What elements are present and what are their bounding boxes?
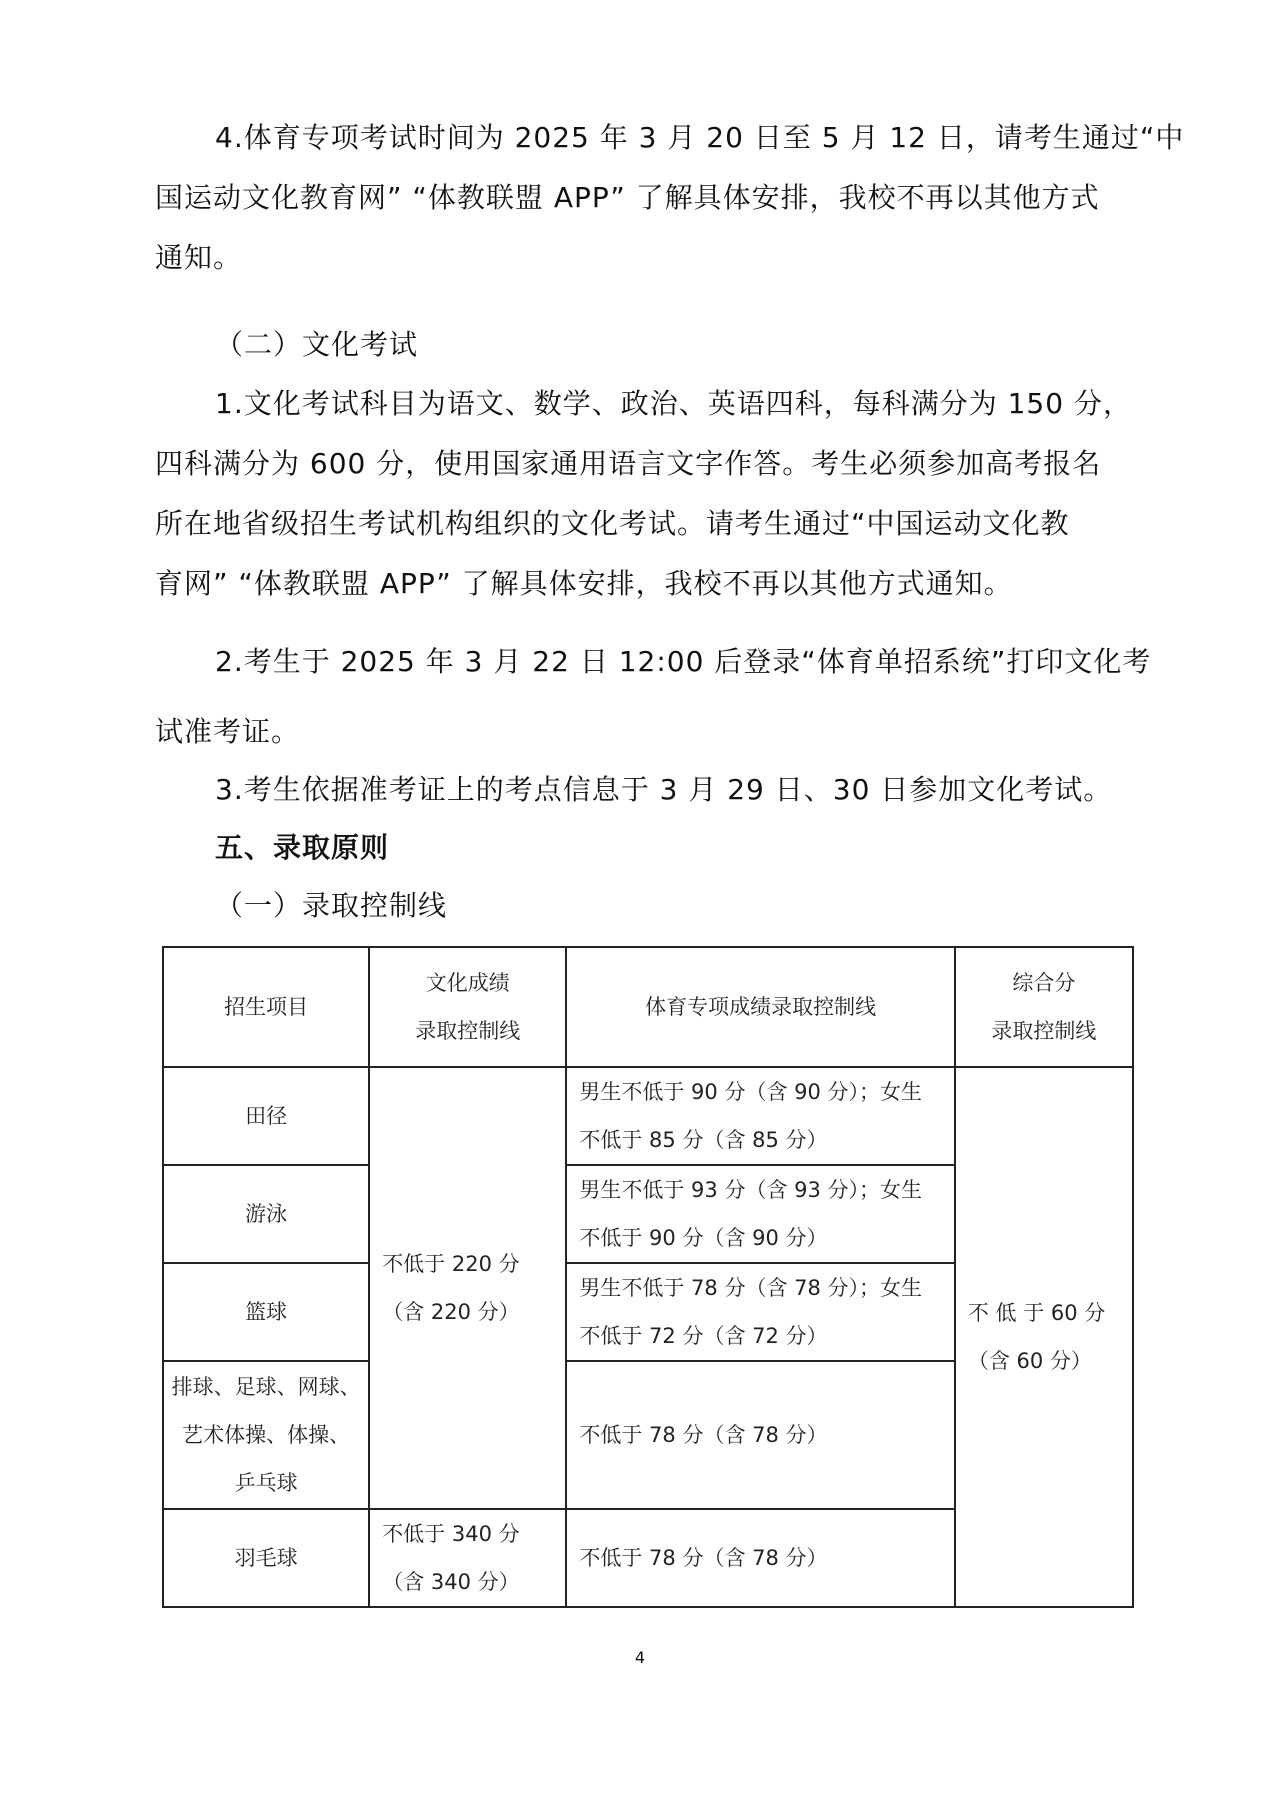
culture-exam-item-1	[215, 374, 1195, 434]
culture-exam-item-3: 3.考生依据准考证上的考点信息于 3 月 29 日、30 日参加文化考试。	[215, 773, 1113, 806]
cell-text: （含 60 分）	[967, 1349, 1092, 1373]
culture-exam-item-2-cont	[155, 702, 1135, 762]
cell-project	[163, 1067, 369, 1165]
cell-text: 男生不低于 93 分（含 93 分）；女生	[579, 1178, 923, 1202]
cell-text: 艺术体操、体操、	[182, 1423, 351, 1447]
text-line: 1.文化考试科目为语文、数学、政治、英语四科，每科满分为 150 分，	[215, 387, 1132, 420]
cell-text: 不低于 340 分	[382, 1522, 520, 1546]
cell-text: 男生不低于 90 分（含 90 分）；女生	[579, 1080, 923, 1104]
text-line: 国运动文化教育网” “体教联盟 APP” 了解具体安排，我校不再以其他方式	[155, 181, 1100, 214]
cell-text: 游泳	[245, 1202, 288, 1226]
cell-text: 不低于 78 分（含 78 分）	[579, 1423, 828, 1447]
cell-text: 不低于 85 分（含 85 分）	[579, 1128, 828, 1152]
header-overall-line1: 综合分	[1012, 971, 1076, 995]
admission-control-line-subtitle: （一）录取控制线	[215, 889, 448, 922]
cell-sports	[566, 1361, 954, 1509]
header-sports-text: 体育专项成绩录取控制线	[645, 995, 877, 1019]
text-line: 2.考生于 2025 年 3 月 22 日 12:00 后登录“体育单招系统”打印文化考	[215, 645, 1152, 678]
sports-exam-item-4	[155, 108, 1185, 168]
cell-sports	[566, 1509, 954, 1607]
cell-project	[163, 1165, 369, 1263]
text-line: 4.体育专项考试时间为 2025 年 3 月 20 日至 5 月 12 日，请考生通过“中	[215, 121, 1185, 154]
cell-sports	[566, 1263, 954, 1361]
cell-overall-shared	[955, 1067, 1133, 1607]
cell-culture	[369, 1509, 566, 1607]
cell-text: 篮球	[245, 1300, 288, 1324]
table-row	[163, 1067, 1133, 1165]
cell-text: 不低于 90 分（含 90 分）	[579, 1226, 828, 1250]
cell-text: 排球、足球、网球、	[171, 1375, 361, 1399]
culture-exam-title: （二）文化考试	[215, 328, 419, 361]
cell-culture-shared	[369, 1067, 566, 1509]
cell-text: 不低于 220 分	[382, 1252, 520, 1276]
sports-exam-item-4-cont	[155, 168, 1135, 288]
cell-text: 不低于 72 分（含 72 分）	[579, 1324, 828, 1348]
admission-control-table	[162, 946, 1134, 1608]
header-overall-line2: 录取控制线	[991, 1019, 1097, 1043]
text-line: 通知。	[155, 241, 243, 274]
text-line: 四科满分为 600 分，使用国家通用语言文字作答。考生必须参加高考报名	[155, 447, 1102, 480]
cell-text: 男生不低于 78 分（含 78 分）；女生	[579, 1276, 923, 1300]
header-culture	[369, 947, 566, 1067]
cell-project	[163, 1509, 369, 1607]
culture-exam-item-1-cont	[155, 434, 1135, 614]
cell-sports	[566, 1067, 954, 1165]
cell-text: 不 低 于 60 分	[967, 1301, 1106, 1325]
cell-text: 不低于 78 分（含 78 分）	[579, 1546, 828, 1570]
cell-project	[163, 1361, 369, 1509]
cell-text: 羽毛球	[234, 1546, 298, 1570]
text-line: 所在地省级招生考试机构组织的文化考试。请考生通过“中国运动文化教	[155, 507, 1070, 540]
header-project	[163, 947, 369, 1067]
text-line: 试准考证。	[155, 715, 301, 748]
header-overall	[955, 947, 1133, 1067]
culture-exam-item-2	[215, 632, 1195, 692]
page-number: 4	[634, 1648, 646, 1667]
cell-text: 乒乓球	[234, 1471, 298, 1495]
header-sports	[566, 947, 954, 1067]
table-header-row	[163, 947, 1133, 1067]
cell-text: （含 220 分）	[382, 1300, 520, 1324]
text-line: 育网” “体教联盟 APP” 了解具体安排，我校不再以其他方式通知。	[155, 567, 1013, 600]
cell-sports	[566, 1165, 954, 1263]
cell-text: 田径	[245, 1104, 288, 1128]
cell-project	[163, 1263, 369, 1361]
header-culture-line1: 文化成绩	[425, 971, 510, 995]
header-project-text: 招生项目	[224, 995, 309, 1019]
header-culture-line2: 录取控制线	[415, 1019, 521, 1043]
cell-text: （含 340 分）	[382, 1570, 520, 1594]
admission-principles-heading: 五、录取原则	[215, 831, 390, 864]
